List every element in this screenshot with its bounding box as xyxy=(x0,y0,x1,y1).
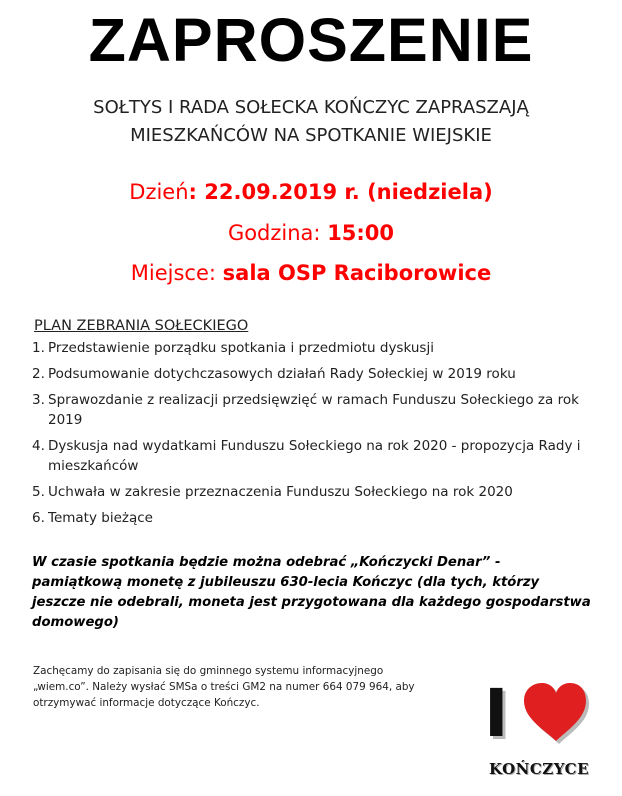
list-item-text: Podsumowanie dotychczasowych działań Rady Sołeckiej w 2019 roku xyxy=(48,366,516,382)
list-item-number: 2. xyxy=(32,366,45,382)
list-item xyxy=(32,482,592,502)
event-place-value: sala OSP Raciborowice xyxy=(222,261,492,285)
footer-info: Zachęcamy do zapisania się do gminnego systemu informacyjnego „wiem.co”. Należy wysłać SMSa o treści GM2 na numer 664 079 964, aby otrzymywać informacje dotyczące Kończyc. xyxy=(33,665,415,709)
event-date-value: : 22.09.2019 r. (niedziela) xyxy=(188,180,493,204)
list-item xyxy=(32,508,592,528)
i-love-konczyce-logo xyxy=(478,676,600,788)
event-date xyxy=(0,180,622,204)
heart-shape xyxy=(524,683,586,741)
subtitle xyxy=(0,94,622,150)
event-place xyxy=(0,261,622,285)
page-title: ZAPROSZENIE xyxy=(88,6,534,74)
list-item-number: 3. xyxy=(32,392,45,408)
logo-city: KOŃCZYCE xyxy=(488,760,590,778)
plan-title: PLAN ZEBRANIA SOŁECKIEGO xyxy=(34,318,249,334)
list-item-number: 5. xyxy=(32,484,45,500)
list-item-text: Tematy bieżące xyxy=(48,510,153,526)
logo-letter: I xyxy=(484,675,509,752)
list-item xyxy=(32,390,592,430)
list-item-text: Przedstawienie porządku spotkania i przedmiotu dyskusji xyxy=(48,340,434,356)
subtitle-line-1: SOŁTYS I RADA SOŁECKA KOŃCZYC ZAPRASZAJĄ xyxy=(93,97,529,118)
list-item xyxy=(32,364,592,384)
list-item-text: Uchwała w zakresie przeznaczenia Funduszu Sołeckiego na rok 2020 xyxy=(48,484,513,500)
list-item-number: 1. xyxy=(32,340,45,356)
list-item-text: Sprawozdanie z realizacji przedsięwzięć w ramach Funduszu Sołeckiego za rok 2019 xyxy=(48,392,579,428)
heart-icon xyxy=(521,682,591,746)
list-item-number: 4. xyxy=(32,438,45,454)
event-time xyxy=(0,221,622,245)
event-place-label: Miejsce: xyxy=(130,261,216,285)
coin-note: W czasie spotkania będzie można odebrać „Kończycki Denar” - pamiątkową monetę z jubileuszu 630-lecia Kończyc (dla tych, którzy jeszcze nie odebrali, moneta jest przygotowana dla każdego gospodarstwa domowego) xyxy=(32,555,591,630)
list-item xyxy=(32,338,592,358)
event-date-label: Dzień xyxy=(129,180,189,204)
list-item xyxy=(32,436,592,476)
event-time-label: Godzina: xyxy=(227,221,321,245)
list-item-number: 6. xyxy=(32,510,45,526)
subtitle-line-2: MIESZKAŃCÓW NA SPOTKANIE WIEJSKIE xyxy=(130,125,492,146)
list-item-text: Dyskusja nad wydatkami Funduszu Sołeckiego na rok 2020 - propozycja Rady i mieszkańców xyxy=(48,438,581,474)
plan-list xyxy=(32,338,592,534)
event-time-value: 15:00 xyxy=(327,221,395,245)
